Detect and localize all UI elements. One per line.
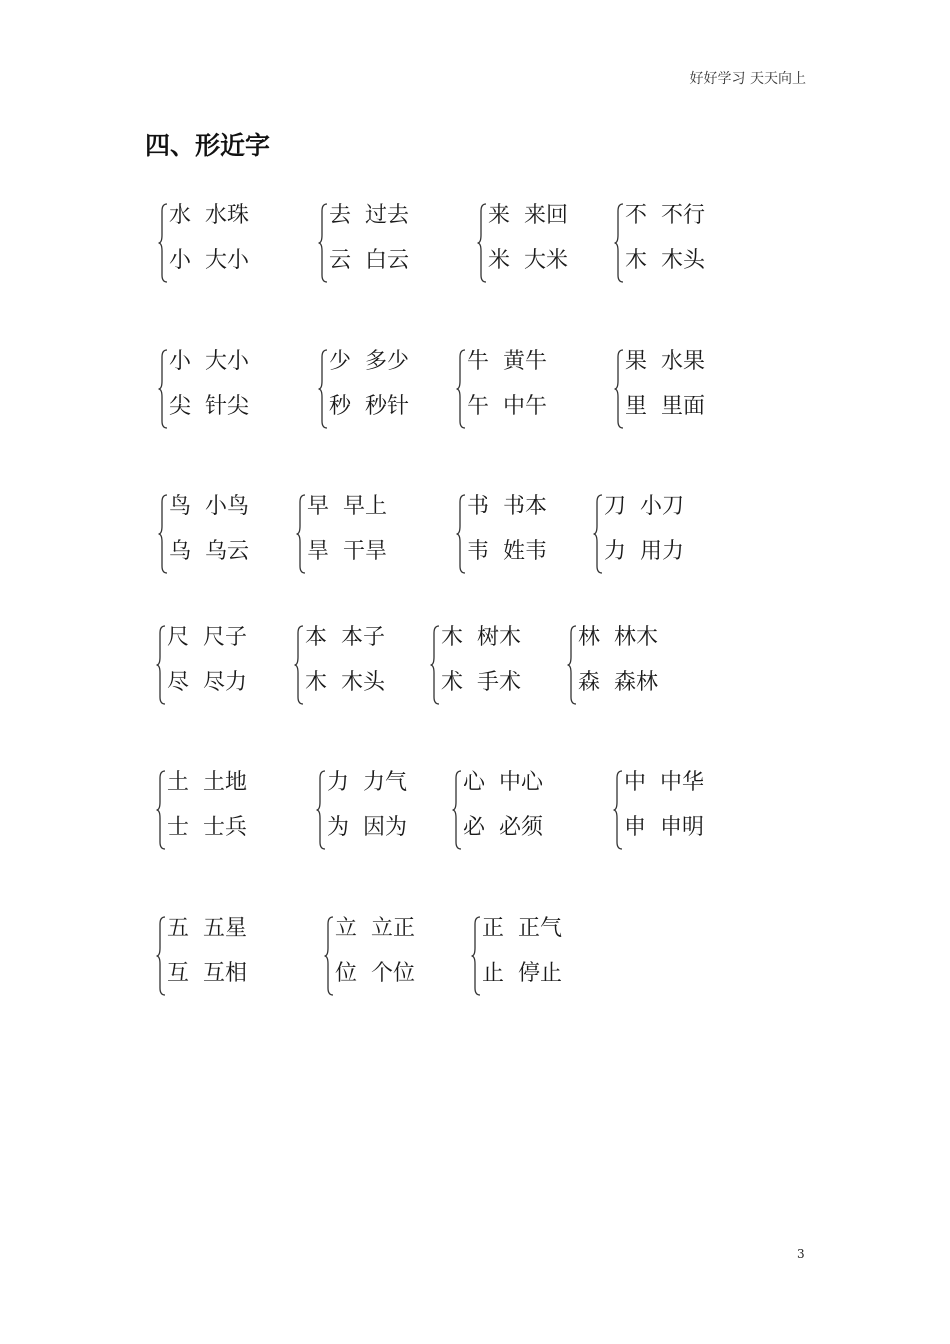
pair-bottom-char: 为 bbox=[327, 815, 350, 840]
brace-icon bbox=[318, 203, 328, 283]
page-number: 3 bbox=[797, 1247, 805, 1261]
pair-bottom-word: 个位 bbox=[371, 961, 416, 986]
pair-bottom-char: 森 bbox=[578, 670, 601, 695]
pair-top-line bbox=[169, 348, 249, 376]
pair-bottom-char: 申 bbox=[624, 815, 647, 840]
char-pair-group bbox=[614, 347, 814, 431]
pair-top-word: 黄牛 bbox=[503, 349, 548, 374]
brace-icon bbox=[156, 625, 166, 705]
pair-bottom-char: 士 bbox=[167, 815, 190, 840]
pair-bottom-word: 尽力 bbox=[203, 670, 248, 695]
pair-bottom-word: 互相 bbox=[203, 961, 248, 986]
pair-top-char: 刀 bbox=[604, 494, 627, 519]
pair-bottom-line bbox=[604, 538, 684, 566]
brace-icon bbox=[156, 916, 166, 996]
pair-bottom-line bbox=[578, 669, 658, 697]
brace-icon bbox=[456, 494, 466, 574]
pair-top-word: 五星 bbox=[203, 916, 248, 941]
pair-top-char: 少 bbox=[329, 349, 352, 374]
pair-bottom-word: 木头 bbox=[341, 670, 386, 695]
brace-icon bbox=[294, 625, 304, 705]
pair-top-char: 不 bbox=[625, 203, 648, 228]
pair-bottom-line bbox=[467, 538, 547, 566]
pair-bottom-char: 里 bbox=[625, 394, 648, 419]
pair-top-word: 林木 bbox=[614, 625, 659, 650]
pair-bottom-line bbox=[169, 247, 249, 275]
pair-bottom-line bbox=[167, 669, 247, 697]
pair-top-line bbox=[169, 493, 249, 521]
pair-top-line bbox=[305, 624, 385, 652]
brace-icon bbox=[316, 770, 326, 850]
pair-top-char: 木 bbox=[441, 625, 464, 650]
pair-bottom-word: 停止 bbox=[518, 961, 563, 986]
pair-top-char: 立 bbox=[335, 916, 358, 941]
pair-top-char: 五 bbox=[167, 916, 190, 941]
pair-top-word: 大小 bbox=[205, 349, 250, 374]
pair-top-line bbox=[467, 348, 547, 376]
pair-top-char: 果 bbox=[625, 349, 648, 374]
brace-icon bbox=[614, 349, 624, 429]
pair-top-char: 牛 bbox=[467, 349, 490, 374]
pair-bottom-word: 白云 bbox=[365, 248, 410, 273]
pair-top-word: 小刀 bbox=[640, 494, 685, 519]
pair-top-word: 树木 bbox=[477, 625, 522, 650]
pair-bottom-line bbox=[327, 814, 407, 842]
pair-bottom-char: 尽 bbox=[167, 670, 190, 695]
brace-icon bbox=[158, 203, 168, 283]
brace-icon bbox=[456, 349, 466, 429]
pair-bottom-line bbox=[167, 960, 247, 988]
char-pair-group bbox=[613, 768, 813, 852]
pair-bottom-char: 午 bbox=[467, 394, 490, 419]
pair-top-char: 林 bbox=[578, 625, 601, 650]
pair-bottom-word: 里面 bbox=[661, 394, 706, 419]
pair-bottom-line bbox=[169, 393, 249, 421]
section-title: 四、形近字 bbox=[145, 131, 271, 160]
pair-top-char: 正 bbox=[482, 916, 505, 941]
pair-bottom-char: 旱 bbox=[307, 539, 330, 564]
pair-top-char: 尺 bbox=[167, 625, 190, 650]
pair-bottom-line bbox=[625, 247, 705, 275]
pair-bottom-word: 用力 bbox=[640, 539, 685, 564]
char-pair-group bbox=[593, 492, 793, 576]
pair-top-line bbox=[329, 348, 409, 376]
brace-icon bbox=[318, 349, 328, 429]
page-header: 好好学习 天天向上 bbox=[689, 71, 806, 87]
pair-bottom-char: 必 bbox=[463, 815, 486, 840]
pair-top-line bbox=[467, 493, 547, 521]
pair-bottom-word: 干旱 bbox=[343, 539, 388, 564]
pair-top-word: 来回 bbox=[524, 203, 569, 228]
pair-bottom-word: 手术 bbox=[477, 670, 522, 695]
pair-top-line bbox=[327, 769, 407, 797]
pair-bottom-char: 米 bbox=[488, 248, 511, 273]
pair-top-line bbox=[167, 769, 247, 797]
pair-top-line bbox=[441, 624, 521, 652]
pair-top-word: 尺子 bbox=[203, 625, 248, 650]
pair-top-char: 来 bbox=[488, 203, 511, 228]
brace-icon bbox=[156, 770, 166, 850]
brace-icon bbox=[430, 625, 440, 705]
pair-top-word: 力气 bbox=[363, 770, 408, 795]
char-pair-group bbox=[567, 623, 767, 707]
pair-bottom-line bbox=[167, 814, 247, 842]
pair-bottom-line bbox=[467, 393, 547, 421]
pair-bottom-word: 士兵 bbox=[203, 815, 248, 840]
pair-top-word: 过去 bbox=[365, 203, 410, 228]
pair-bottom-word: 申明 bbox=[660, 815, 705, 840]
pair-top-word: 水果 bbox=[661, 349, 706, 374]
pair-top-char: 本 bbox=[305, 625, 328, 650]
pair-bottom-line bbox=[488, 247, 568, 275]
pair-bottom-word: 针尖 bbox=[205, 394, 250, 419]
pair-bottom-char: 云 bbox=[329, 248, 352, 273]
pair-bottom-word: 木头 bbox=[661, 248, 706, 273]
brace-icon bbox=[158, 494, 168, 574]
pair-bottom-char: 术 bbox=[441, 670, 464, 695]
pair-top-word: 多少 bbox=[365, 349, 410, 374]
pair-bottom-word: 必须 bbox=[499, 815, 544, 840]
pair-bottom-char: 木 bbox=[305, 670, 328, 695]
brace-icon bbox=[614, 203, 624, 283]
pair-top-line bbox=[624, 769, 704, 797]
pair-bottom-word: 乌云 bbox=[205, 539, 250, 564]
pair-bottom-char: 位 bbox=[335, 961, 358, 986]
pair-bottom-line bbox=[625, 393, 705, 421]
pair-top-word: 小鸟 bbox=[205, 494, 250, 519]
pair-bottom-word: 姓韦 bbox=[503, 539, 548, 564]
brace-icon bbox=[452, 770, 462, 850]
pair-bottom-char: 力 bbox=[604, 539, 627, 564]
pair-top-line bbox=[488, 202, 568, 230]
pair-top-word: 中心 bbox=[499, 770, 544, 795]
pair-bottom-char: 互 bbox=[167, 961, 190, 986]
pair-top-char: 小 bbox=[169, 349, 192, 374]
pair-bottom-line bbox=[482, 960, 562, 988]
pair-top-line bbox=[604, 493, 684, 521]
pair-top-char: 早 bbox=[307, 494, 330, 519]
brace-icon bbox=[296, 494, 306, 574]
pair-top-word: 中华 bbox=[660, 770, 705, 795]
pair-top-line bbox=[625, 348, 705, 376]
pair-top-word: 早上 bbox=[343, 494, 388, 519]
pair-top-word: 书本 bbox=[503, 494, 548, 519]
brace-icon bbox=[158, 349, 168, 429]
pair-top-char: 水 bbox=[169, 203, 192, 228]
pair-top-char: 力 bbox=[327, 770, 350, 795]
char-pair-group bbox=[614, 201, 814, 285]
pair-bottom-line bbox=[624, 814, 704, 842]
pair-top-char: 土 bbox=[167, 770, 190, 795]
brace-icon bbox=[613, 770, 623, 850]
pair-bottom-line bbox=[441, 669, 521, 697]
pair-bottom-line bbox=[305, 669, 385, 697]
pair-top-word: 水珠 bbox=[205, 203, 250, 228]
pair-bottom-char: 乌 bbox=[169, 539, 192, 564]
brace-icon bbox=[324, 916, 334, 996]
pair-bottom-line bbox=[329, 393, 409, 421]
pair-bottom-line bbox=[335, 960, 415, 988]
pair-top-word: 本子 bbox=[341, 625, 386, 650]
pair-top-line bbox=[167, 624, 247, 652]
pair-top-word: 立正 bbox=[371, 916, 416, 941]
pair-bottom-word: 中午 bbox=[503, 394, 548, 419]
brace-icon bbox=[567, 625, 577, 705]
char-pair-group bbox=[471, 914, 671, 998]
pair-top-char: 中 bbox=[624, 770, 647, 795]
pair-top-word: 不行 bbox=[661, 203, 706, 228]
pair-top-line bbox=[329, 202, 409, 230]
pair-top-char: 书 bbox=[467, 494, 490, 519]
pair-bottom-char: 韦 bbox=[467, 539, 490, 564]
pair-bottom-char: 止 bbox=[482, 961, 505, 986]
pair-bottom-line bbox=[307, 538, 387, 566]
pair-bottom-word: 大米 bbox=[524, 248, 569, 273]
pair-top-char: 心 bbox=[463, 770, 486, 795]
pair-top-char: 鸟 bbox=[169, 494, 192, 519]
pair-bottom-char: 木 bbox=[625, 248, 648, 273]
pair-top-line bbox=[169, 202, 249, 230]
pair-bottom-line bbox=[329, 247, 409, 275]
pair-bottom-line bbox=[169, 538, 249, 566]
pair-top-word: 土地 bbox=[203, 770, 248, 795]
brace-icon bbox=[477, 203, 487, 283]
pair-top-line bbox=[625, 202, 705, 230]
brace-icon bbox=[471, 916, 481, 996]
pair-top-line bbox=[167, 915, 247, 943]
pair-top-line bbox=[578, 624, 658, 652]
pair-bottom-char: 小 bbox=[169, 248, 192, 273]
pair-bottom-word: 森林 bbox=[614, 670, 659, 695]
pair-bottom-line bbox=[463, 814, 543, 842]
pair-bottom-word: 大小 bbox=[205, 248, 250, 273]
pair-bottom-char: 秒 bbox=[329, 394, 352, 419]
pair-bottom-word: 秒针 bbox=[365, 394, 410, 419]
pair-top-line bbox=[307, 493, 387, 521]
pair-bottom-char: 尖 bbox=[169, 394, 192, 419]
pair-top-char: 去 bbox=[329, 203, 352, 228]
brace-icon bbox=[593, 494, 603, 574]
pair-bottom-word: 因为 bbox=[363, 815, 408, 840]
pair-top-line bbox=[335, 915, 415, 943]
pair-top-line bbox=[482, 915, 562, 943]
pair-top-word: 正气 bbox=[518, 916, 563, 941]
pair-top-line bbox=[463, 769, 543, 797]
